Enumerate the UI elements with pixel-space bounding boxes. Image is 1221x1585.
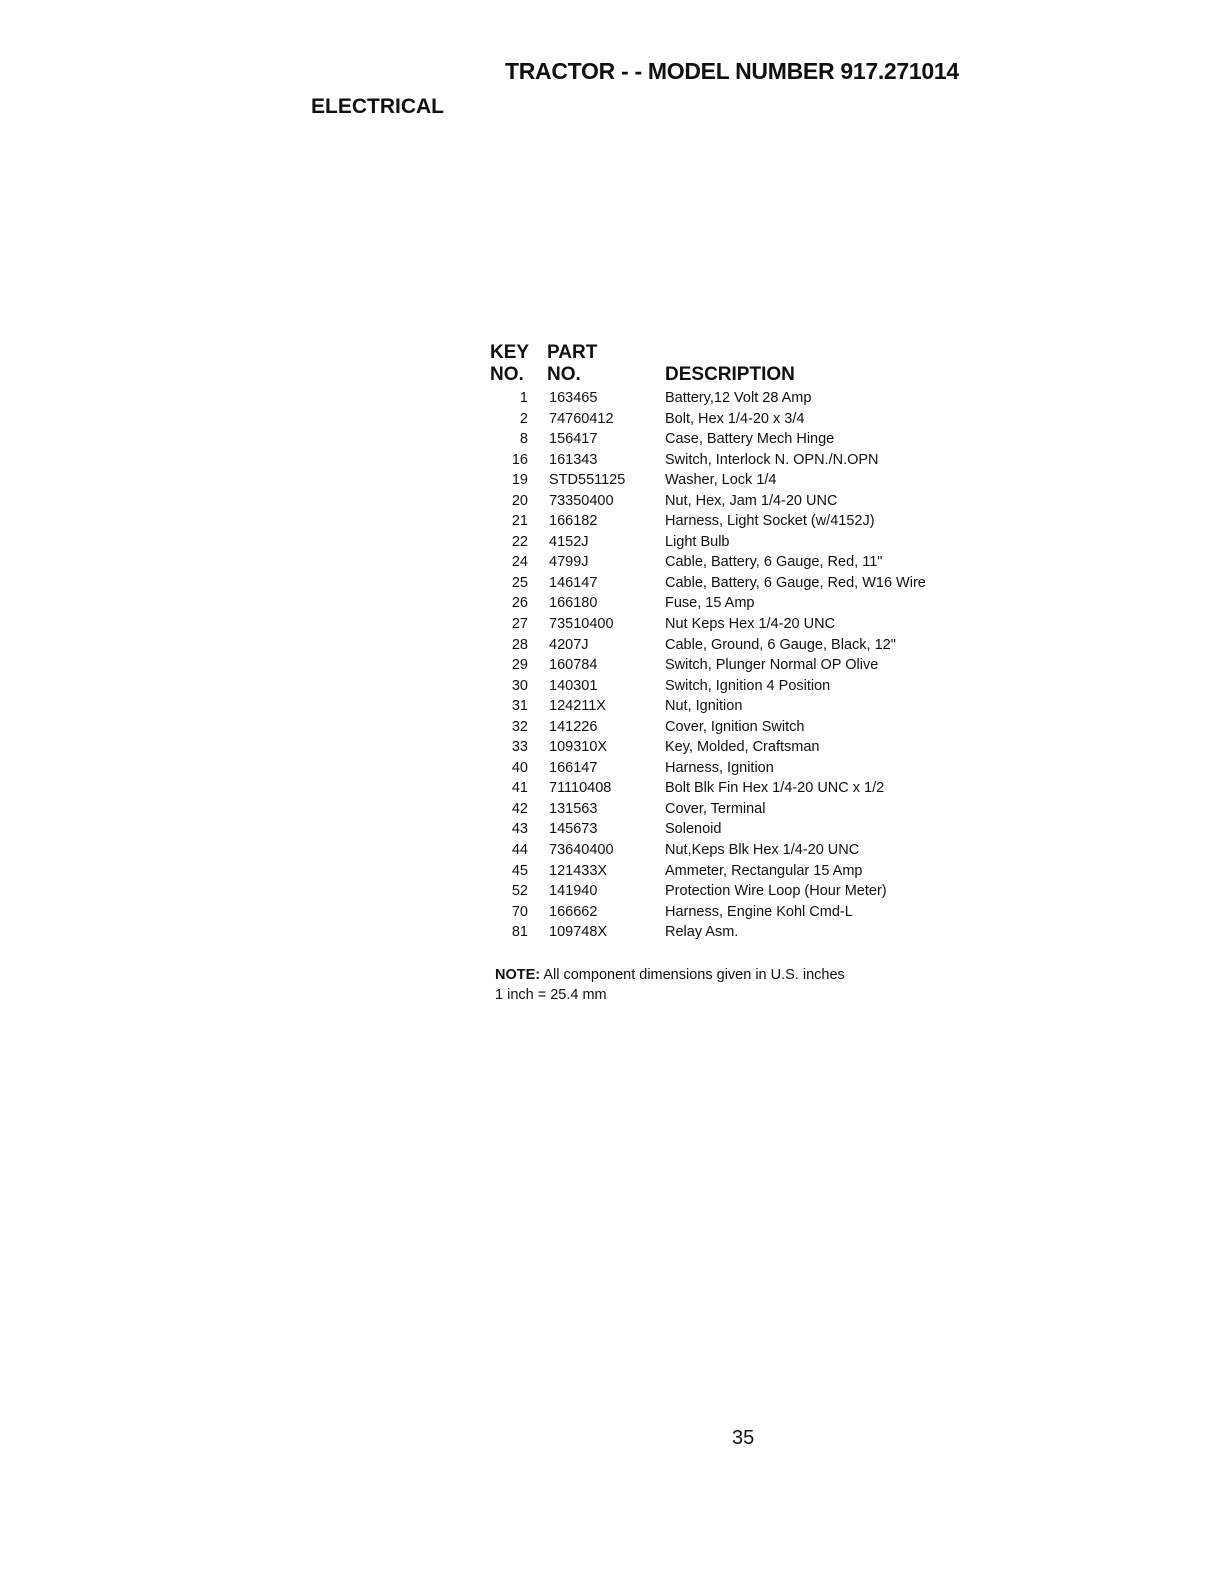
part-header-line1: PART [547,342,598,363]
key-no-cell: 40 [511,759,528,776]
table-row [490,780,970,801]
key-no-cell: 52 [511,883,528,900]
description-cell: Fuse, 15 Amp [665,595,755,612]
table-row [490,411,970,432]
parts-rows [490,390,970,945]
key-no-cell: 26 [511,595,528,612]
key-no-cell: 21 [511,513,528,530]
note-label: NOTE: [495,967,541,983]
dimension-note [495,965,845,1005]
description-cell: Bolt Blk Fin Hex 1/4-20 UNC x 1/2 [665,780,885,797]
description-cell: Cable, Ground, 6 Gauge, Black, 12" [665,636,896,653]
section-title: ELECTRICAL [311,95,444,118]
table-row [490,863,970,884]
key-no-cell: 2 [519,410,528,427]
part-no-cell: 109310X [549,739,608,756]
description-cell: Light Bulb [665,533,730,550]
key-no-cell: 27 [511,616,528,633]
table-row [490,595,970,616]
part-no-cell: 73510400 [549,616,614,633]
key-no-cell: 20 [511,492,528,509]
key-no-cell: 30 [511,677,528,694]
table-row [490,554,970,575]
part-no-cell: 124211X [549,698,606,715]
table-row [490,883,970,904]
description-cell: Washer, Lock 1/4 [665,472,777,489]
key-no-cell: 28 [511,636,528,653]
part-header-line2: NO. [547,364,581,385]
description-cell: Solenoid [665,821,722,838]
part-no-cell: 156417 [549,431,598,448]
part-no-cell: 4207J [549,636,589,653]
key-no-cell: 31 [511,698,528,715]
part-no-cell: 4799J [549,554,589,571]
part-no-cell: 146147 [549,574,598,591]
part-no-cell: 74760412 [549,410,614,427]
description-cell: Switch, Plunger Normal OP Olive [665,657,879,674]
description-cell: Battery,12 Volt 28 Amp [665,390,812,406]
page-number: 35 [732,1427,755,1449]
key-header-line1: KEY [490,342,530,363]
description-cell: Cover, Terminal [665,800,766,817]
description-cell: Harness, Ignition [665,759,774,776]
table-row [490,760,970,781]
key-no-cell: 41 [511,780,528,797]
table-row [490,575,970,596]
part-no-cell: 71110408 [549,780,612,797]
table-row [490,698,970,719]
table-row [490,534,970,555]
table-row [490,904,970,925]
key-no-cell: 1 [519,390,528,406]
table-row [490,719,970,740]
description-header: DESCRIPTION [665,364,795,385]
key-no-cell: 22 [511,533,528,550]
table-row [490,678,970,699]
table-row [490,390,970,411]
part-no-cell: 166182 [549,513,598,530]
key-no-cell: 44 [511,842,528,859]
part-no-cell: 73640400 [549,842,614,859]
part-no-cell: 121433X [549,862,608,879]
description-cell: Protection Wire Loop (Hour Meter) [665,883,887,900]
part-no-cell: 73350400 [549,492,614,509]
table-row [490,637,970,658]
page-title: TRACTOR - - MODEL NUMBER 917.271014 [505,58,959,84]
part-no-cell: 140301 [549,677,598,694]
part-no-cell: 166147 [549,759,598,776]
table-row [490,452,970,473]
description-cell: Harness, Light Socket (w/4152J) [665,513,875,530]
description-cell: Nut,Keps Blk Hex 1/4-20 UNC [665,842,860,859]
key-no-cell: 24 [511,554,528,571]
key-no-cell: 25 [511,574,528,591]
description-cell: Relay Asm. [665,924,739,941]
key-no-cell: 32 [511,718,528,735]
description-cell: Nut Keps Hex 1/4-20 UNC [665,616,836,633]
description-cell: Case, Battery Mech Hinge [665,431,835,448]
part-no-cell: 131563 [549,800,598,817]
part-no-cell: 4152J [549,533,589,550]
table-row [490,493,970,514]
description-cell: Cable, Battery, 6 Gauge, Red, W16 Wire [665,574,926,591]
description-cell: Nut, Hex, Jam 1/4-20 UNC [665,492,838,509]
key-no-cell: 70 [511,903,528,920]
key-no-cell: 42 [511,800,528,817]
key-no-cell: 16 [511,451,528,468]
key-no-cell: 19 [511,472,528,489]
part-no-cell: 166662 [549,903,598,920]
part-no-cell: 163465 [549,390,598,406]
key-no-cell: 43 [511,821,528,838]
key-no-cell: 81 [511,924,528,941]
key-no-cell: 33 [511,739,528,756]
key-header-line2: NO. [490,364,524,385]
table-row [490,821,970,842]
table-row [490,472,970,493]
part-no-cell: 161343 [549,451,598,468]
description-cell: Switch, Ignition 4 Position [665,677,831,694]
table-row [490,924,970,945]
part-no-cell: STD551125 [549,472,626,489]
description-cell: Cover, Ignition Switch [665,718,805,735]
part-no-cell: 145673 [549,821,598,838]
table-row [490,431,970,452]
description-cell: Harness, Engine Kohl Cmd-L [665,903,853,920]
description-cell: Bolt, Hex 1/4-20 x 3/4 [665,410,805,427]
part-no-cell: 160784 [549,657,598,674]
part-no-cell: 141940 [549,883,598,900]
description-cell: Ammeter, Rectangular 15 Amp [665,862,863,879]
part-no-cell: 166180 [549,595,598,612]
key-no-cell: 29 [511,657,528,674]
description-cell: Switch, Interlock N. OPN./N.OPN [665,451,879,468]
note-text: All component dimensions given in U.S. inches [543,967,845,983]
table-row [490,739,970,760]
table-row [490,657,970,678]
description-cell: Key, Molded, Craftsman [665,739,820,756]
unit-conversion: 1 inch = 25.4 mm [495,987,607,1003]
table-row [490,513,970,534]
description-cell: Nut, Ignition [665,698,743,715]
description-cell: Cable, Battery, 6 Gauge, Red, 11" [665,554,883,571]
part-no-cell: 109748X [549,924,608,941]
part-no-cell: 141226 [549,718,598,735]
table-row [490,842,970,863]
key-no-cell: 8 [519,431,528,448]
table-row [490,801,970,822]
key-no-cell: 45 [511,862,528,879]
table-row [490,616,970,637]
